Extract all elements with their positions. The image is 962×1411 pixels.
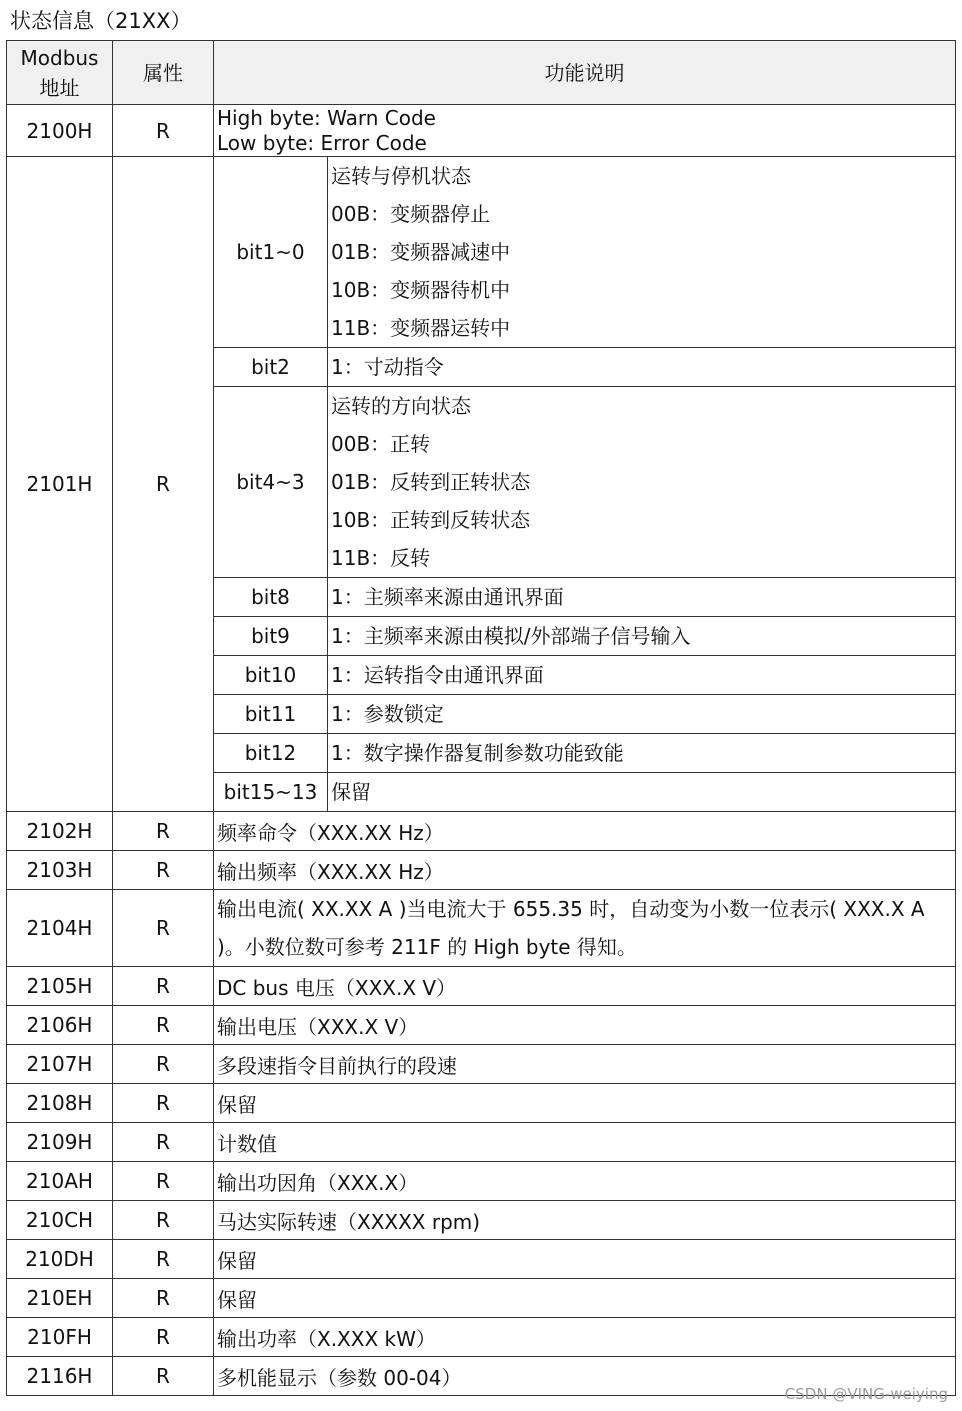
address-cell: 2109H — [7, 1123, 113, 1162]
table-row — [7, 967, 956, 1006]
address-cell: 2107H — [7, 1045, 113, 1084]
description-cell: 保留 — [214, 1240, 956, 1279]
bit-cell: bit11 — [214, 695, 328, 734]
table-row — [7, 1123, 956, 1162]
bit-description-line: 1：数字操作器复制参数功能致能 — [331, 741, 624, 765]
bit-description-line: 01B：反转到正转状态 — [331, 470, 531, 494]
address-cell: 2104H — [7, 890, 113, 967]
address-cell: 2108H — [7, 1084, 113, 1123]
bit-description-cell — [328, 734, 956, 773]
header-address: Modbus 地址 — [7, 41, 113, 105]
bit-description-cell — [328, 656, 956, 695]
watermark: CSDN @VING-weiying — [784, 1385, 948, 1403]
attribute-cell: R — [113, 1279, 214, 1318]
table-row — [7, 1279, 956, 1318]
attribute-cell: R — [113, 1162, 214, 1201]
attribute-cell: R — [113, 851, 214, 890]
bit-description-line: 11B：变频器运转中 — [331, 316, 511, 340]
table-row — [7, 812, 956, 851]
table-row — [7, 1084, 956, 1123]
description-line: High byte: Warn Code — [217, 105, 436, 130]
bit-description-line: 10B：正转到反转状态 — [331, 508, 531, 532]
bit-cell: bit1~0 — [214, 157, 328, 348]
address-cell: 210AH — [7, 1162, 113, 1201]
description-cell: 保留 — [214, 1279, 956, 1318]
address-cell: 210CH — [7, 1201, 113, 1240]
bit-cell: bit2 — [214, 348, 328, 387]
address-cell: 2105H — [7, 967, 113, 1006]
bit-description-line: 1：参数锁定 — [331, 702, 444, 726]
bit-description-line: 10B：变频器待机中 — [331, 278, 511, 302]
header-attribute: 属性 — [113, 41, 214, 105]
attribute-cell: R — [113, 1357, 214, 1396]
address-cell: 210DH — [7, 1240, 113, 1279]
description-cell: DC bus 电压（XXX.X V） — [214, 967, 956, 1006]
bit-description-line: 1：主频率来源由模拟/外部端子信号输入 — [331, 624, 691, 648]
bit-cell: bit4~3 — [214, 387, 328, 578]
bit-description-cell — [328, 348, 956, 387]
bit-description-cell — [328, 387, 956, 578]
description-cell: 保留 — [214, 1084, 956, 1123]
description-cell: 计数值 — [214, 1123, 956, 1162]
bit-description-cell — [328, 617, 956, 656]
bit-description-cell — [328, 157, 956, 348]
table-row — [7, 1006, 956, 1045]
table-row — [7, 851, 956, 890]
attribute-cell: R — [113, 812, 214, 851]
attribute-cell: R — [113, 1123, 214, 1162]
address-cell: 2106H — [7, 1006, 113, 1045]
bit-cell: bit9 — [214, 617, 328, 656]
bit-description-line: 01B：变频器减速中 — [331, 240, 511, 264]
table-header-row — [7, 41, 956, 105]
bit-description-line: 00B：正转 — [331, 432, 431, 456]
bit-description-cell — [328, 695, 956, 734]
table-row — [7, 1045, 956, 1084]
attribute-cell: R — [113, 967, 214, 1006]
address-cell: 2103H — [7, 851, 113, 890]
table-row — [7, 1201, 956, 1240]
attribute-cell: R — [113, 1006, 214, 1045]
attribute-cell: R — [113, 1318, 214, 1357]
bit-description-line: 11B：反转 — [331, 546, 431, 570]
description-cell: 多机能显示（参数 00-04） — [214, 1357, 956, 1396]
bit-description-line: 1：寸动指令 — [331, 355, 444, 379]
address-cell: 2116H — [7, 1357, 113, 1396]
description-cell: 输出电流( XX.XX A )当电流大于 655.35 时，自动变为小数一位表示( XXX.X A )。小数位数可参考 211F 的 High byte 得知。 — [214, 890, 956, 967]
address-cell: 2102H — [7, 812, 113, 851]
table-row — [7, 1240, 956, 1279]
attribute-cell: R — [113, 890, 214, 967]
bit-description-line: 保留 — [331, 780, 371, 804]
header-description: 功能说明 — [214, 41, 956, 105]
description-cell: 输出功因角（XXX.X） — [214, 1162, 956, 1201]
attribute-cell: R — [113, 157, 214, 812]
description-cell: 输出频率（XXX.XX Hz） — [214, 851, 956, 890]
attribute-cell: R — [113, 1045, 214, 1084]
address-cell: 210EH — [7, 1279, 113, 1318]
bit-cell: bit12 — [214, 734, 328, 773]
address-cell: 2100H — [7, 105, 113, 157]
description-line: Low byte: Error Code — [217, 130, 427, 155]
description-cell: 输出电压（XXX.X V） — [214, 1006, 956, 1045]
attribute-cell: R — [113, 1201, 214, 1240]
bit-description-line: 1：运转指令由通讯界面 — [331, 663, 544, 687]
bit-description-line: 运转的方向状态 — [331, 394, 471, 418]
address-cell: 210FH — [7, 1318, 113, 1357]
description-cell: 多段速指令目前执行的段速 — [214, 1045, 956, 1084]
table-row-2100h — [7, 105, 956, 157]
bit-description-cell — [328, 578, 956, 617]
attribute-cell: R — [113, 1240, 214, 1279]
bit-description-line: 1：主频率来源由通讯界面 — [331, 585, 564, 609]
address-cell: 2101H — [7, 157, 113, 812]
bit-cell: bit10 — [214, 656, 328, 695]
bit-description-line: 00B：变频器停止 — [331, 202, 491, 226]
attribute-cell: R — [113, 1084, 214, 1123]
description-cell — [214, 105, 956, 157]
description-cell: 输出功率（X.XXX kW） — [214, 1318, 956, 1357]
bit-description-cell — [328, 773, 956, 812]
table-row — [7, 1318, 956, 1357]
table-title: 状态信息（21XX） — [10, 9, 192, 33]
table-row — [7, 1162, 956, 1201]
bit-cell: bit15~13 — [214, 773, 328, 812]
table-row — [7, 890, 956, 967]
attribute-cell: R — [113, 105, 214, 157]
description-cell: 频率命令（XXX.XX Hz） — [214, 812, 956, 851]
bit-description-line: 运转与停机状态 — [331, 164, 471, 188]
description-cell: 马达实际转速（XXXXX rpm) — [214, 1201, 956, 1240]
bit-cell: bit8 — [214, 578, 328, 617]
table-row-2101h-bit — [7, 157, 956, 348]
status-info-table — [6, 40, 956, 1396]
